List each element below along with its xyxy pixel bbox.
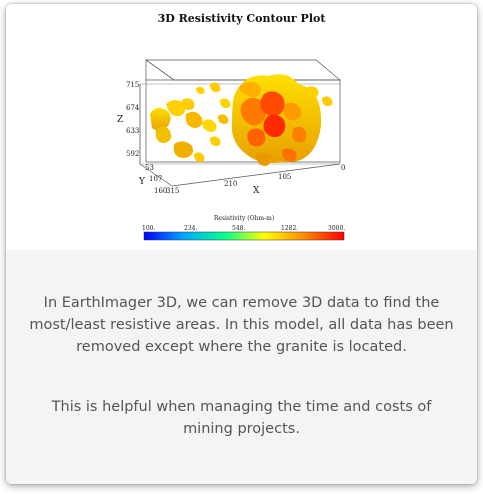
z-tick: 633 — [126, 127, 140, 135]
z-tick: 715 — [126, 81, 140, 89]
colorbar-label: Resistivity (Ohm-m) — [213, 215, 275, 222]
colorbar — [142, 215, 345, 240]
x-tick: 210 — [224, 180, 238, 188]
x-tick: 0 — [341, 164, 346, 172]
description-paragraph-1: In EarthImager 3D, we can remove 3D data to find the most/least resistive areas. In this model, all data has been removed except where the granite is located. — [29, 295, 454, 355]
z-axis-label: Z — [117, 115, 124, 125]
description-panel — [6, 250, 477, 484]
colorbar-tick: 100. — [142, 225, 156, 232]
colorbar-tick: 1282. — [281, 225, 299, 232]
info-card — [6, 4, 477, 484]
x-axis-label: X — [253, 186, 260, 196]
colorbar-tick: 3000. — [328, 225, 346, 232]
y-tick: 107 — [149, 175, 163, 183]
y-axis-label: Y — [139, 177, 145, 187]
colorbar-tick: 548. — [232, 225, 246, 232]
resistivity-3d-plot — [6, 4, 477, 250]
z-axis — [117, 81, 140, 158]
resistive-bodies — [150, 74, 333, 166]
y-tick: 53 — [145, 164, 154, 172]
figure-title: 3D Resistivity Contour Plot — [157, 12, 326, 25]
z-tick: 674 — [126, 104, 140, 112]
y-tick: 160 — [154, 187, 168, 195]
z-tick: 592 — [126, 150, 140, 158]
x-axis — [166, 164, 345, 196]
x-tick: 315 — [166, 187, 180, 195]
colorbar-gradient — [144, 232, 344, 240]
x-tick: 105 — [278, 173, 292, 181]
colorbar-tick: 234. — [184, 225, 198, 232]
description-paragraph-2: This is helpful when managing the time and costs of mining projects. — [51, 399, 432, 437]
